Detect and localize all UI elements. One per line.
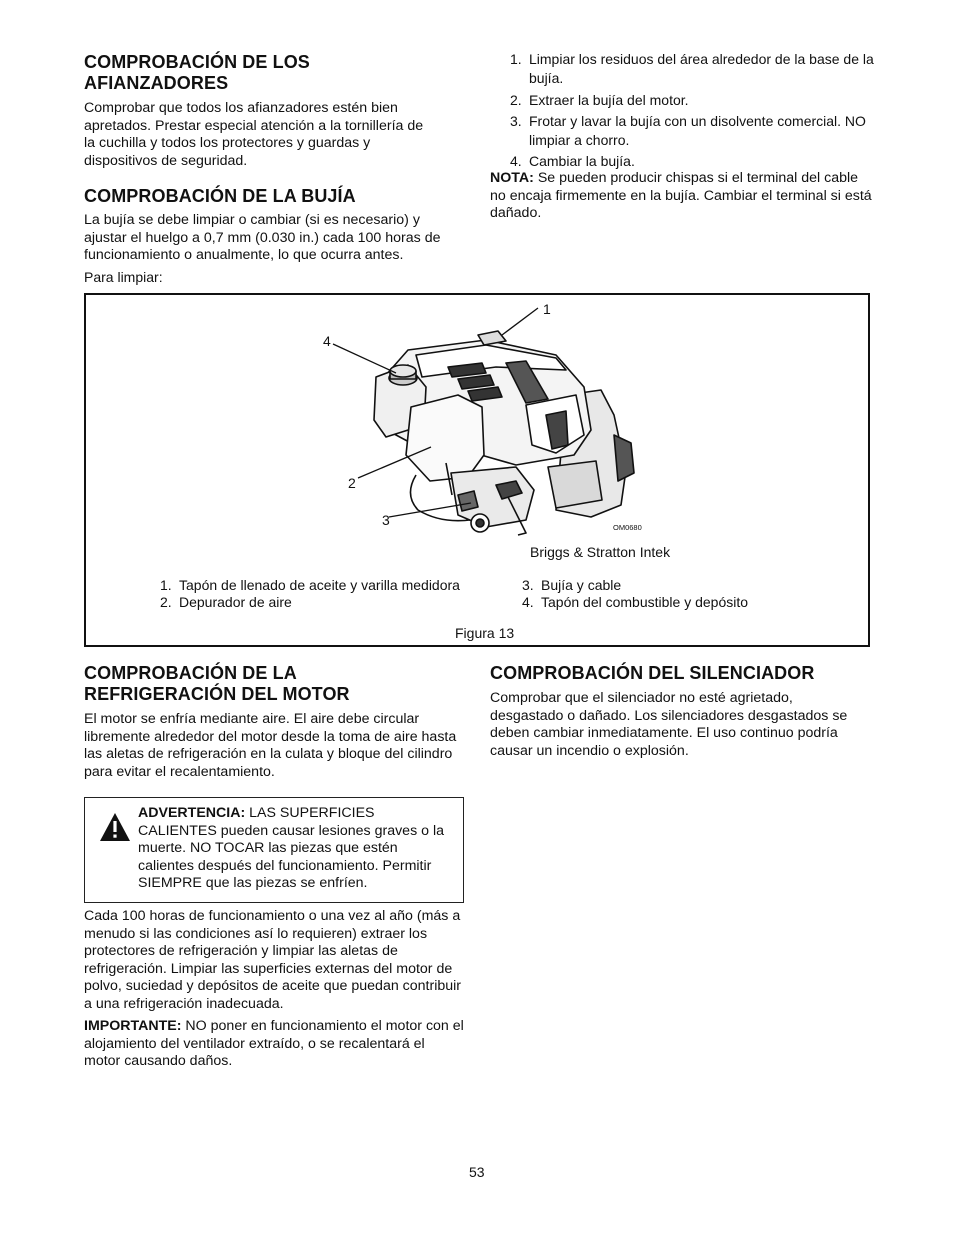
legend-item: 1. Tapón de llenado de aceite y varilla medidora <box>160 577 460 593</box>
muffler-text: Comprobar que el silenciador no esté agrietado, desgastado o dañado. Los silenciadores desgastados se deben cambiar inmediatamente. El uso continuo podría causar un incendio o explosión. <box>490 690 848 759</box>
note-text: Se pueden producir chispas si el terminal del cable no encaja firmemente en la bujía. Cambiar el terminal si está dañado. <box>490 170 872 222</box>
legend-right <box>522 577 842 611</box>
figure-box <box>84 293 870 647</box>
step-item: 4. Cambiar la bujía. <box>510 153 635 170</box>
spark-note <box>490 170 875 223</box>
important-label: IMPORTANTE: <box>84 1018 182 1034</box>
fasteners-heading: COMPROBACIÓN DE LOS AFIANZADORES <box>84 52 310 93</box>
important-note: IMPORTANTE: NO poner en funcionamiento el motor con el alojamiento del ventilador extraído, o se recalentará el motor causando daños. <box>84 1018 464 1070</box>
warning-icon <box>99 812 131 842</box>
callout-4: 4 <box>323 333 331 349</box>
step-item: 3. Frotar y lavar la bujía con un disolvente comercial. NO limpiar a chorro. <box>510 112 866 149</box>
figure-code: OM0680 <box>613 523 642 532</box>
sparkplug-heading: COMPROBACIÓN DE LA BUJÍA <box>84 186 356 206</box>
figure-caption: Figura 13 <box>455 625 515 641</box>
legend-item: 3. Bujía y cable <box>522 577 622 593</box>
fasteners-text: Comprobar que todos los afianzadores estén bien apretados. Prestar especial atención a la tornillería de la cuchilla y todos los protectores y guardas y dispositivos de seguridad. <box>84 100 424 169</box>
callout-3: 3 <box>382 512 390 528</box>
warning-box <box>84 797 464 903</box>
warning-label: ADVERTENCIA: <box>138 805 246 821</box>
to-clean-label: Para limpiar: <box>84 269 163 285</box>
note-label: NOTA: <box>490 170 534 186</box>
callout-2: 2 <box>348 475 356 491</box>
cooling-heading: COMPROBACIÓN DE LA REFRIGERACIÓN DEL MOTOR <box>84 663 350 704</box>
engine-name: Briggs & Stratton Intek <box>530 544 671 560</box>
legend-item: 4. Tapón del combustible y depósito <box>522 594 749 610</box>
legend-left <box>160 577 520 611</box>
warning-text: ADVERTENCIA: LAS SUPERFICIES CALIENTES pueden causar lesiones graves o la muerte. NO TOCAR las piezas que estén calientes después del funcionamiento. Permitir SIEMPRE que las piezas se enfríen. <box>138 805 444 892</box>
sparkplug-text: La bujía se debe limpiar o cambiar (si es necesario) y ajustar el huelgo a 0,7 mm (0.030 in.) cada 100 horas de funcionamiento o anualmente, lo que ocurra antes. <box>84 212 441 264</box>
cleaning-steps <box>510 50 875 174</box>
muffler-heading: COMPROBACIÓN DEL SILENCIADOR <box>490 663 815 683</box>
legend-item: 2. Depurador de aire <box>160 594 292 610</box>
cooling-maintenance-text: Cada 100 horas de funcionamiento o una vez al año (más a menudo si las condiciones así lo requieren) extraer los protectores de refrigeración y limpiar las aletas de refrigeración. Limpiar las superficies externas del motor de polvo, suciedad y depósitos de aceite que puedan contribuir a una refrigeración inadecuada. <box>84 908 462 1012</box>
step-item: 1. Limpiar los residuos del área alrededor de la base de la bujía. <box>510 51 874 87</box>
page-number: 53 <box>469 1164 485 1180</box>
callout-1: 1 <box>543 301 551 317</box>
cooling-text: El motor se enfría mediante aire. El aire debe circular libremente alrededor del motor desde la toma de aire hasta las aletas de refrigeración en la culata y bloque del cilindro para evitar el recalentamiento. <box>84 711 457 780</box>
step-item: 2. Extraer la bujía del motor. <box>510 91 689 108</box>
